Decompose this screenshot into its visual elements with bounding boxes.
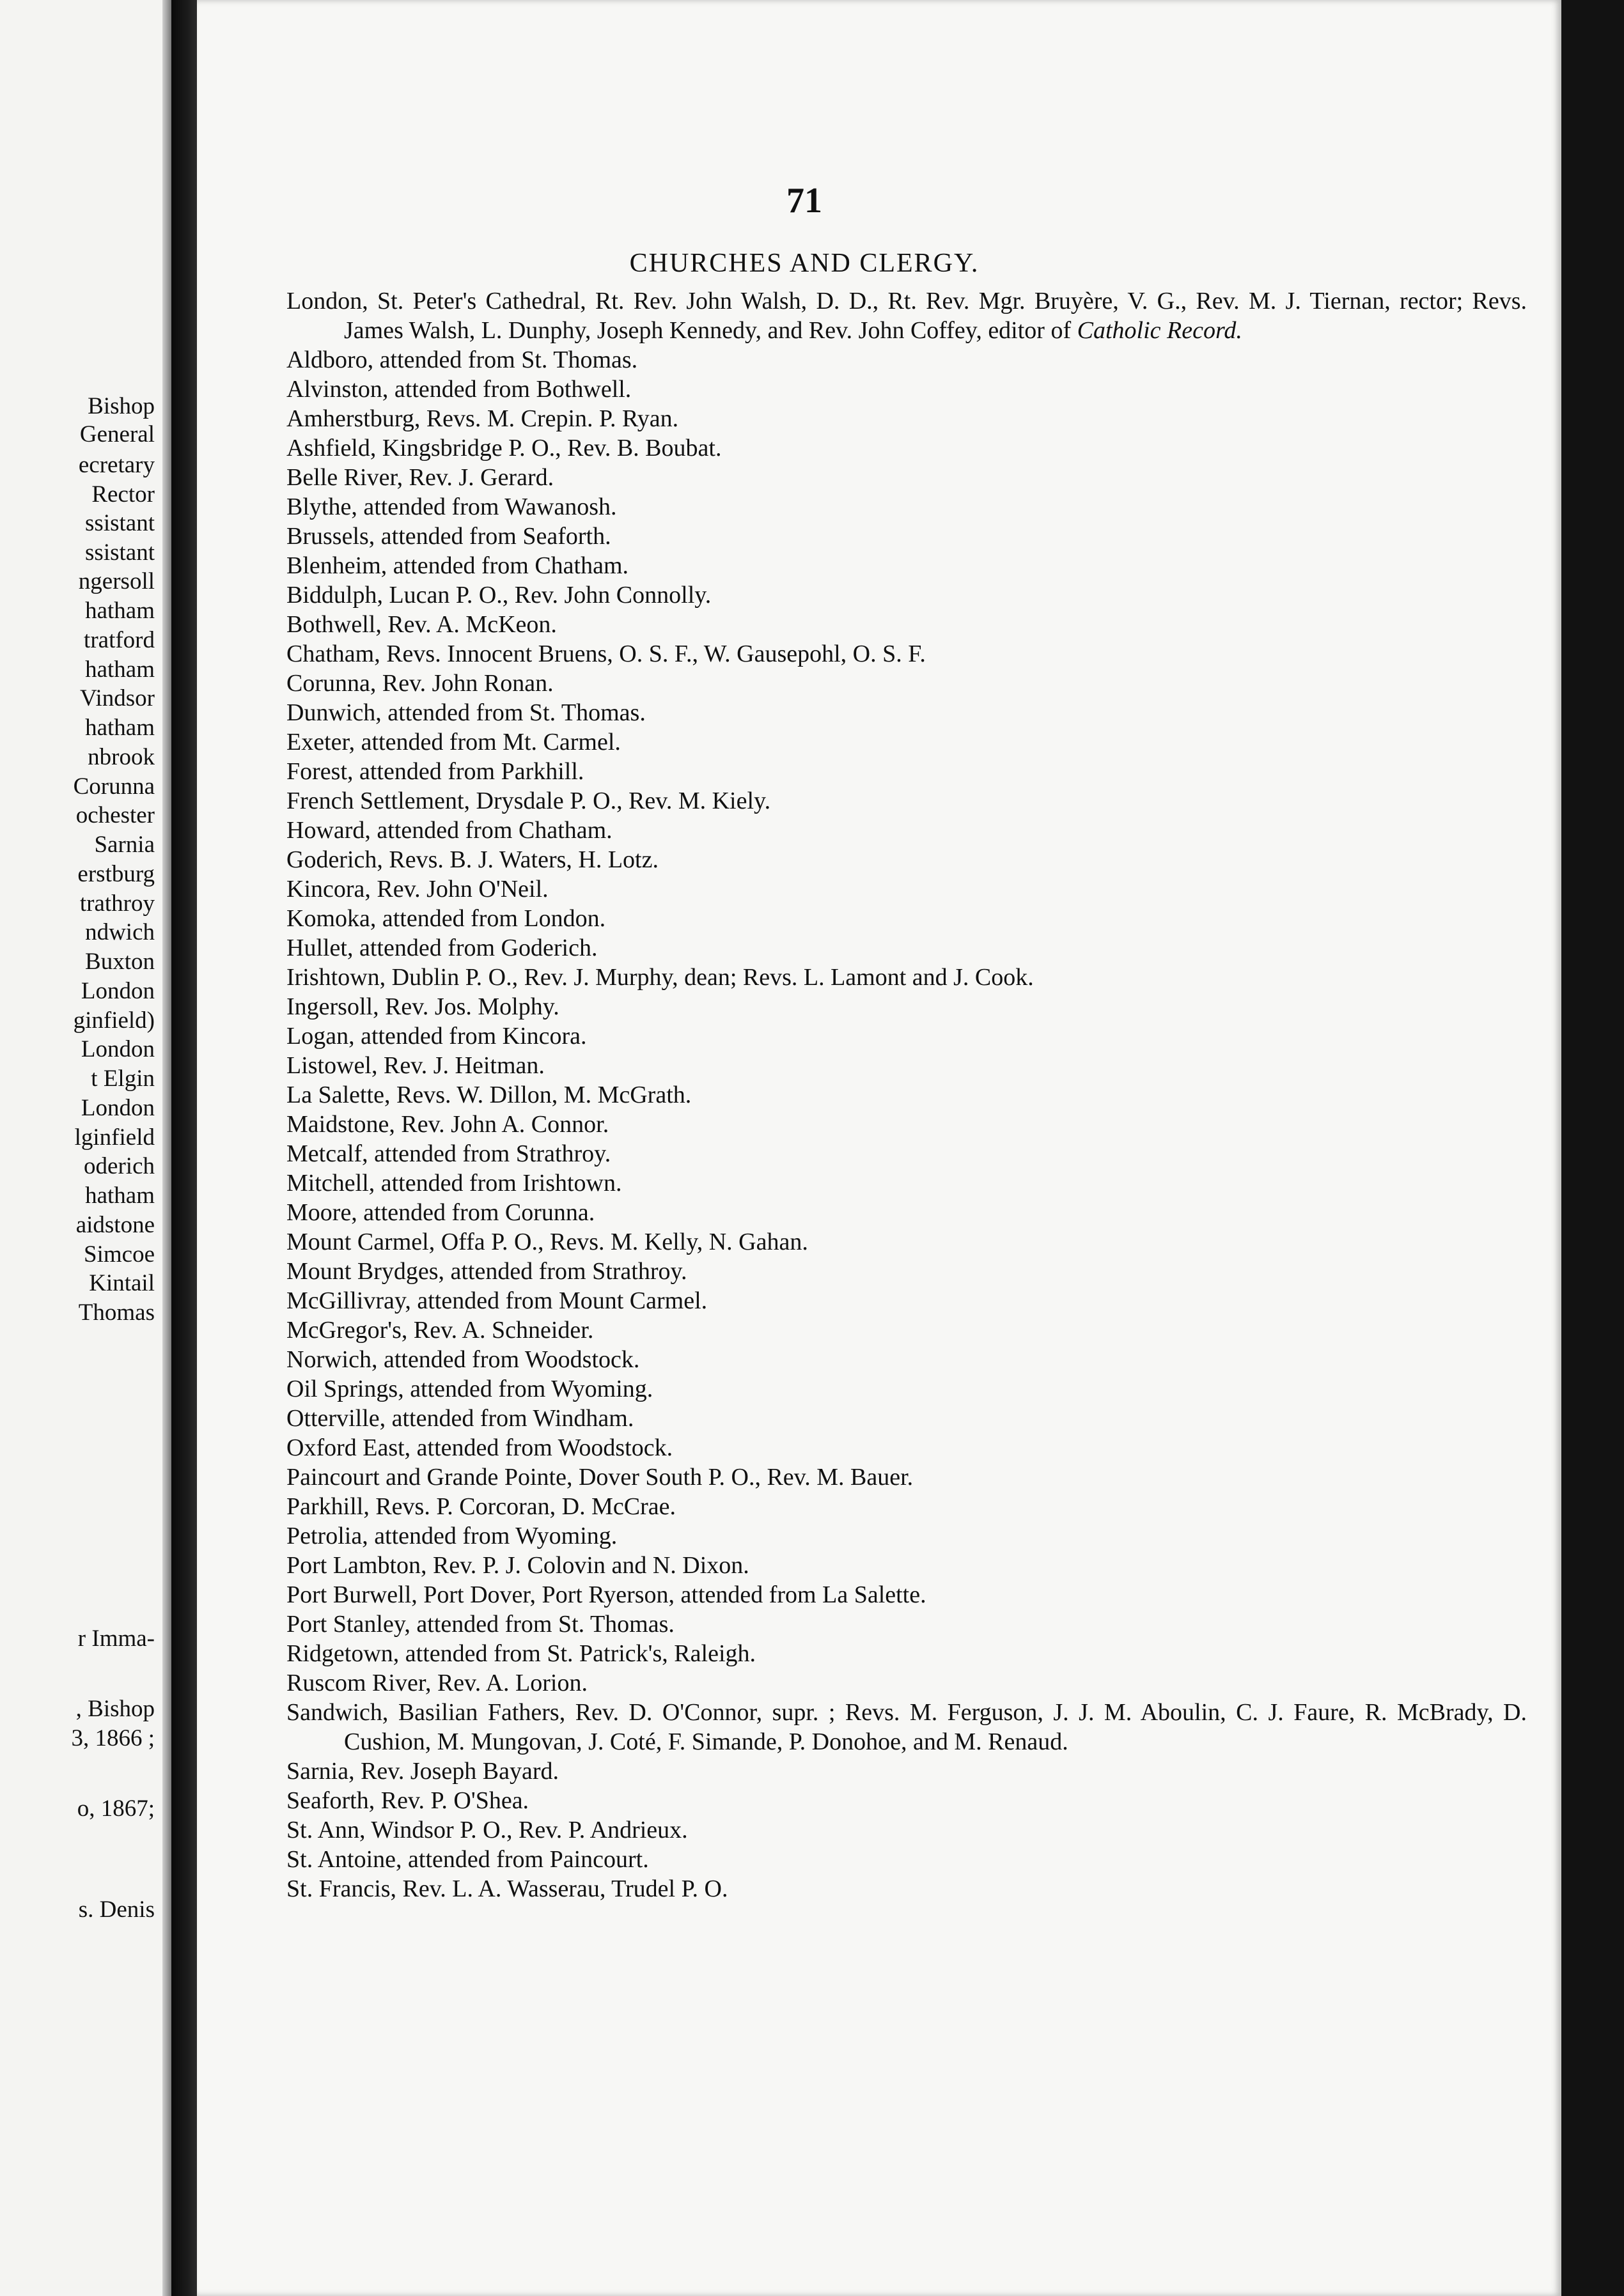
church-entry xyxy=(286,1462,1527,1492)
church-entry xyxy=(286,845,1527,874)
church-entry-text: La Salette, Revs. W. Dillon, M. McGrath. xyxy=(286,1082,692,1108)
church-entry xyxy=(286,1845,1527,1874)
church-entry-text: Howard, attended from Chatham. xyxy=(286,817,613,844)
church-entry xyxy=(286,433,1527,463)
church-entry-text: St. Ann, Windsor P. O., Rev. P. Andrieux. xyxy=(286,1817,688,1843)
church-entry xyxy=(286,1404,1527,1433)
church-entry xyxy=(286,1492,1527,1521)
church-entry-text: Mount Carmel, Offa P. O., Revs. M. Kelly, N. Gahan. xyxy=(286,1229,808,1255)
church-entry-text: Bothwell, Rev. A. McKeon. xyxy=(286,611,557,638)
church-entry-text: Ruscom River, Rev. A. Lorion. xyxy=(286,1670,588,1696)
church-entry xyxy=(286,375,1527,404)
church-entry-text: Logan, attended from Kincora. xyxy=(286,1023,587,1050)
church-entry-text: Metcalf, attended from Strathroy. xyxy=(286,1140,611,1167)
page-gutter xyxy=(162,0,171,2296)
facing-page-text: 3, 1866 ; xyxy=(71,1725,155,1751)
facing-page-text: r Imma- xyxy=(77,1625,155,1652)
church-entry-text: Mount Brydges, attended from Strathroy. xyxy=(286,1258,687,1285)
church-entry xyxy=(286,669,1527,698)
church-entry-text: Alvinston, attended from Bothwell. xyxy=(286,376,632,403)
church-entry-text: Corunna, Rev. John Ronan. xyxy=(286,670,554,697)
church-entry xyxy=(286,1198,1527,1227)
church-entry xyxy=(286,698,1527,727)
facing-page-text: lginfield xyxy=(74,1124,155,1151)
church-entry xyxy=(286,874,1527,904)
facing-page-text: General xyxy=(79,421,155,447)
church-entry-text: Ridgetown, attended from St. Patrick's, Raleigh. xyxy=(286,1640,756,1667)
church-entry xyxy=(286,1227,1527,1257)
facing-page-text: hatham xyxy=(85,715,155,741)
facing-page-text: Sarnia xyxy=(94,832,155,858)
church-entry-text: Biddulph, Lucan P. O., Rev. John Connolly. xyxy=(286,582,712,609)
church-entry xyxy=(286,1639,1527,1668)
facing-page-text: , Bishop xyxy=(75,1696,155,1722)
church-entry xyxy=(286,1345,1527,1374)
church-entry xyxy=(286,1698,1527,1757)
church-entry xyxy=(286,492,1527,522)
church-entry xyxy=(286,580,1527,610)
church-entry-text: Ashfield, Kingsbridge P. O., Rev. B. Boubat. xyxy=(286,435,722,462)
facing-page-text: London xyxy=(81,978,155,1004)
church-entry xyxy=(286,1110,1527,1139)
church-entry-text: Port Stanley, attended from St. Thomas. xyxy=(286,1611,675,1638)
section-heading: CHURCHES AND CLERGY. xyxy=(629,249,980,278)
church-entry-text: Dunwich, attended from St. Thomas. xyxy=(286,699,646,726)
facing-page-text: ssistant xyxy=(85,510,155,536)
church-entry-text: Aldboro, attended from St. Thomas. xyxy=(286,346,638,373)
church-entry xyxy=(286,757,1527,786)
church-entry-text: Irishtown, Dublin P. O., Rev. J. Murphy, dean; Revs. L. Lamont and J. Cook. xyxy=(286,964,1034,991)
church-entry-text: McGillivray, attended from Mount Carmel. xyxy=(286,1287,708,1314)
church-entry xyxy=(286,727,1527,757)
church-entry xyxy=(286,904,1527,933)
facing-page-text: erstburg xyxy=(77,861,155,887)
church-entry-text: Sarnia, Rev. Joseph Bayard. xyxy=(286,1758,559,1785)
facing-page-text: ecretary xyxy=(78,452,155,478)
church-entry-text: Goderich, Revs. B. J. Waters, H. Lotz. xyxy=(286,846,659,873)
church-entry-text: Port Burwell, Port Dover, Port Ryerson, attended from La Salette. xyxy=(286,1581,926,1608)
facing-page-text: London xyxy=(81,1095,155,1121)
church-entry xyxy=(286,1021,1527,1051)
church-entry-text: Brussels, attended from Seaforth. xyxy=(286,523,611,550)
church-entry-text: Blythe, attended from Wawanosh. xyxy=(286,493,617,520)
church-entry xyxy=(286,1286,1527,1315)
church-entry xyxy=(286,1139,1527,1168)
church-entry xyxy=(286,1786,1527,1815)
church-entry xyxy=(286,1168,1527,1198)
church-entry xyxy=(286,1668,1527,1698)
facing-page-text: Buxton xyxy=(85,949,155,975)
church-entry-text: Norwich, attended from Woodstock. xyxy=(286,1346,640,1373)
church-entry xyxy=(286,610,1527,639)
church-entry xyxy=(286,816,1527,845)
church-entry xyxy=(286,992,1527,1021)
facing-page-text: Thomas xyxy=(78,1299,155,1326)
church-entry xyxy=(286,551,1527,580)
church-entry xyxy=(286,933,1527,963)
church-entry xyxy=(286,522,1527,551)
church-entry-text: Amherstburg, Revs. M. Crepin. P. Ryan. xyxy=(286,405,679,432)
church-entry-text: Exeter, attended from Mt. Carmel. xyxy=(286,729,621,756)
facing-page-text: ndwich xyxy=(85,919,155,945)
facing-page-text: nbrook xyxy=(88,744,155,770)
facing-page-text: hatham xyxy=(85,598,155,624)
church-entry-text: Listowel, Rev. J. Heitman. xyxy=(286,1052,545,1079)
church-entry-text: Maidstone, Rev. John A. Connor. xyxy=(286,1111,609,1138)
church-entry xyxy=(286,1051,1527,1080)
church-entry xyxy=(286,1080,1527,1110)
facing-page-text: trathroy xyxy=(79,890,155,917)
church-entry xyxy=(286,1580,1527,1610)
church-entry-text: Otterville, attended from Windham. xyxy=(286,1405,634,1432)
church-entry-text: Ingersoll, Rev. Jos. Molphy. xyxy=(286,993,559,1020)
church-entry xyxy=(286,1551,1527,1580)
church-entry-text: French Settlement, Drysdale P. O., Rev. M. Kiely. xyxy=(286,787,771,814)
facing-page-text: oderich xyxy=(84,1153,155,1179)
church-entry xyxy=(286,404,1527,433)
facing-page-text: Corunna xyxy=(73,773,155,800)
facing-page-text: ngersoll xyxy=(78,568,155,594)
church-entry-text: Sandwich, Basilian Fathers, Rev. D. O'Connor, supr. ; Revs. M. Ferguson, J. J. M. Aboulin, C. J. Faure, R. McBrady, D. Cushion, M. Mungovan, J. Coté, F. Simande, P. Donohoe, and M. Renaud. xyxy=(286,1699,1527,1755)
church-entry-text: London, St. Peter's Cathedral, Rt. Rev. John Walsh, D. D., Rt. Rev. Mgr. Bruyère, V. G., Rev. M. J. Tiernan, rector; Revs. James Walsh, L. Dunphy, Joseph Kennedy, and Rev. John Coffey, editor of xyxy=(286,288,1527,344)
church-entry xyxy=(286,1610,1527,1639)
facing-page-text: Bishop xyxy=(88,393,155,419)
page-number: 71 xyxy=(786,181,822,221)
facing-page-text: Kintail xyxy=(89,1270,155,1296)
church-entry xyxy=(286,639,1527,669)
facing-page-text: London xyxy=(81,1036,155,1062)
church-entry-text: Seaforth, Rev. P. O'Shea. xyxy=(286,1787,529,1814)
church-entry-text: Komoka, attended from London. xyxy=(286,905,606,932)
church-entry xyxy=(286,786,1527,816)
church-entry-text: Chatham, Revs. Innocent Bruens, O. S. F., W. Gausepohl, O. S. F. xyxy=(286,640,926,667)
church-entry-text: Petrolia, attended from Wyoming. xyxy=(286,1523,618,1549)
facing-page-text: ginfield) xyxy=(73,1007,155,1034)
church-entry-text: Paincourt and Grande Pointe, Dover South P. O., Rev. M. Bauer. xyxy=(286,1464,914,1491)
church-entry-text: Forest, attended from Parkhill. xyxy=(286,758,584,785)
facing-page-text: hatham xyxy=(85,1183,155,1209)
church-entry-text: McGregor's, Rev. A. Schneider. xyxy=(286,1317,594,1344)
facing-page-text: hatham xyxy=(85,656,155,683)
facing-page-text: aidstone xyxy=(75,1212,155,1238)
page xyxy=(197,0,1561,2296)
book-spine xyxy=(171,0,197,2296)
facing-page-fragment xyxy=(0,0,171,2296)
church-entry xyxy=(286,1815,1527,1845)
church-entry-text: Hullet, attended from Goderich. xyxy=(286,935,598,961)
church-list xyxy=(286,286,1527,1904)
church-entry-text: Mitchell, attended from Irishtown. xyxy=(286,1170,622,1197)
church-entry xyxy=(286,1315,1527,1345)
church-entry-text: Blenheim, attended from Chatham. xyxy=(286,552,629,579)
church-entry-text: St. Antoine, attended from Paincourt. xyxy=(286,1846,649,1873)
church-entry xyxy=(286,1374,1527,1404)
church-entry xyxy=(286,963,1527,992)
facing-page-text: ssistant xyxy=(85,539,155,566)
facing-page-text: Rector xyxy=(91,481,155,508)
church-entry-text: Oil Springs, attended from Wyoming. xyxy=(286,1376,653,1402)
church-entry-text: Oxford East, attended from Woodstock. xyxy=(286,1434,673,1461)
church-entry-text: Parkhill, Revs. P. Corcoran, D. McCrae. xyxy=(286,1493,676,1520)
church-entry-text: Belle River, Rev. J. Gerard. xyxy=(286,464,554,491)
church-entry-text: Moore, attended from Corunna. xyxy=(286,1199,595,1226)
facing-page-text: s. Denis xyxy=(78,1897,155,1923)
church-entry xyxy=(286,286,1527,345)
facing-page-text: ochester xyxy=(75,802,155,828)
facing-page-text: Simcoe xyxy=(84,1241,155,1268)
publication-title: Catholic Record. xyxy=(1077,317,1242,344)
church-entry xyxy=(286,463,1527,492)
facing-page-text: Vindsor xyxy=(80,685,155,711)
church-entry xyxy=(286,1757,1527,1786)
church-entry xyxy=(286,345,1527,375)
church-entry xyxy=(286,1874,1527,1904)
facing-page-text: o, 1867; xyxy=(77,1796,155,1822)
facing-page-text: t Elgin xyxy=(91,1066,155,1092)
church-entry xyxy=(286,1433,1527,1462)
church-entry-text: St. Francis, Rev. L. A. Wasserau, Trudel P. O. xyxy=(286,1875,728,1902)
facing-page-text: tratford xyxy=(84,627,155,653)
church-entry-text: Kincora, Rev. John O'Neil. xyxy=(286,876,549,903)
church-entry xyxy=(286,1521,1527,1551)
church-entry xyxy=(286,1257,1527,1286)
church-entry-text: Port Lambton, Rev. P. J. Colovin and N. Dixon. xyxy=(286,1552,749,1579)
